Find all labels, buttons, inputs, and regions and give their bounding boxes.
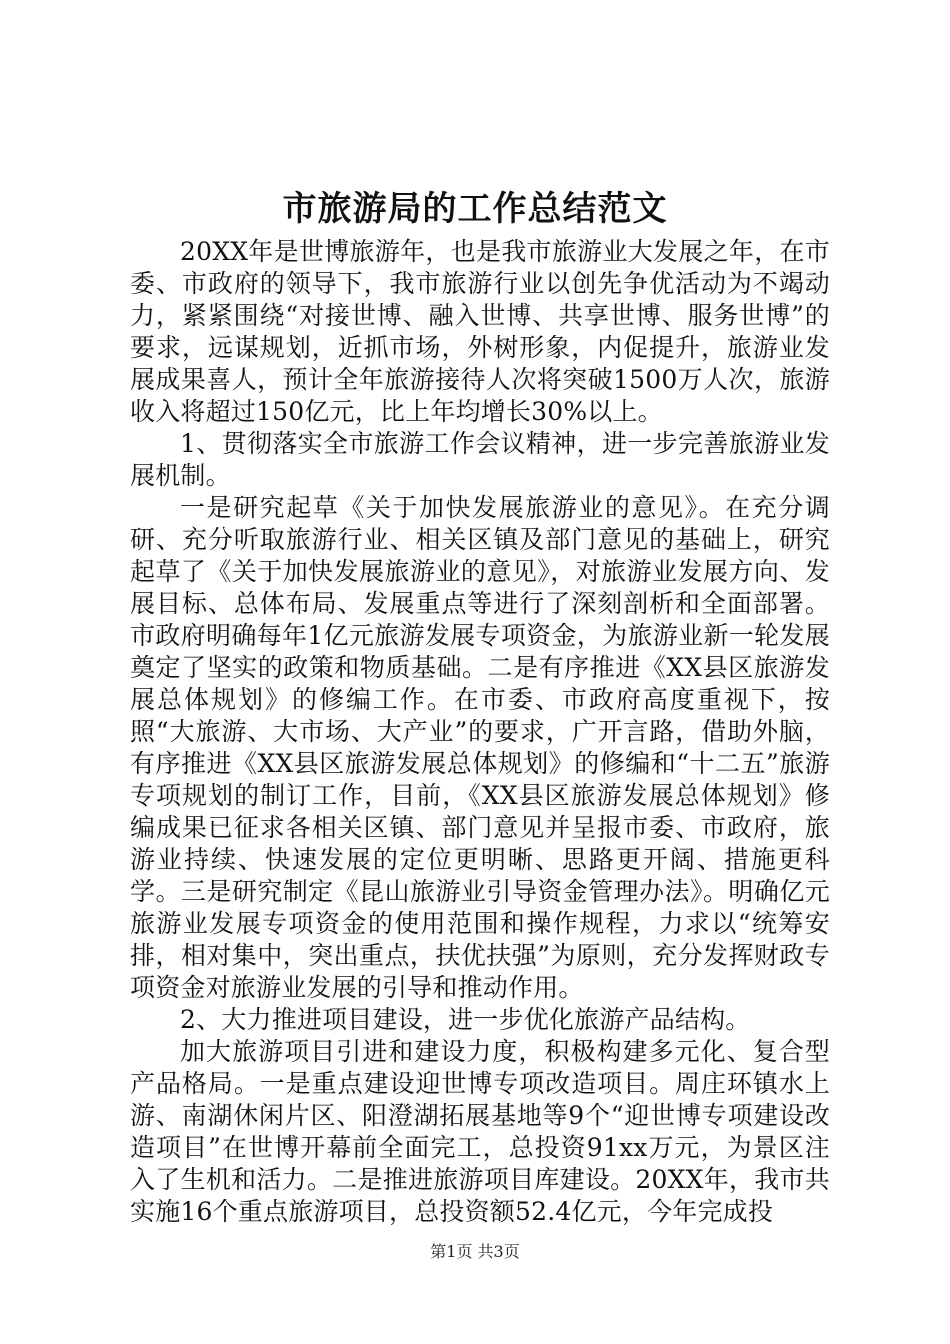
document-title: 市旅游局的工作总结范文 <box>282 189 668 229</box>
document-body <box>130 236 830 1228</box>
paragraph-heading-2: 2、大力推进项目建设，进一步优化旅游产品结构。 <box>180 1005 751 1034</box>
paragraph-intro: 20XX年是世博旅游年，也是我市旅游业大发展之年，在市委、市政府的领导下，我市旅游行业以创先争优活动为不竭动力，紧紧围绕“对接世博、融入世博、共享世博、服务世博”的要求，远谋规划，近抓市场，外树形象，内促提升，旅游业发展成果喜人，预计全年旅游接待人次将突破1500万人次，旅游收入将超过150亿元，比上年均增长30%以上。 <box>130 237 830 426</box>
paragraph-section-2: 加大旅游项目引进和建设力度，积极构建多元化、复合型产品格局。一是重点建设迎世博专项改造项目。周庄环镇水上游、南湖休闲片区、阳澄湖拓展基地等9个“迎世博专项建设改造项目”在世博开幕前全面完工，总投资91xx万元，为景区注入了生机和活力。二是推进旅游项目库建设。20XX年，我市共实施16个重点旅游项目，总投资额52.4亿元，今年完成投 <box>130 1037 830 1226</box>
paragraph-heading-1: 1、贯彻落实全市旅游工作会议精神，进一步完善旅游业发展机制。 <box>130 429 830 490</box>
paragraph-section-1: 一是研究起草《关于加快发展旅游业的意见》。在充分调研、充分听取旅游行业、相关区镇及部门意见的基础上，研究起草了《关于加快发展旅游业的意见》，对旅游业发展方向、发展目标、总体布局、发展重点等进行了深刻剖析和全面部署。市政府明确每年1亿元旅游发展专项资金，为旅游业新一轮发展奠定了坚实的政策和物质基础。二是有序推进《XX县区旅游发展总体规划》的修编工作。在市委、市政府高度重视下，按照“大旅游、大市场、大产业”的要求，广开言路，借助外脑，有序推进《XX县区旅游发展总体规划》的修编和“十二五”旅游专项规划的制订工作，目前，《XX县区旅游发展总体规划》修编成果已征求各相关区镇、部门意见并呈报市委、市政府，旅游业持续、快速发展的定位更明晰、思路更开阔、措施更科学。三是研究制定《昆山旅游业引导资金管理办法》。明确亿元旅游业发展专项资金的使用范围和操作规程，力求以“统筹安排，相对集中，突出重点，扶优扶强”为原则，充分发挥财政专项资金对旅游业发展的引导和推动作用。 <box>130 493 830 1002</box>
page-footer: 第1页 共3页 <box>430 1242 520 1261</box>
